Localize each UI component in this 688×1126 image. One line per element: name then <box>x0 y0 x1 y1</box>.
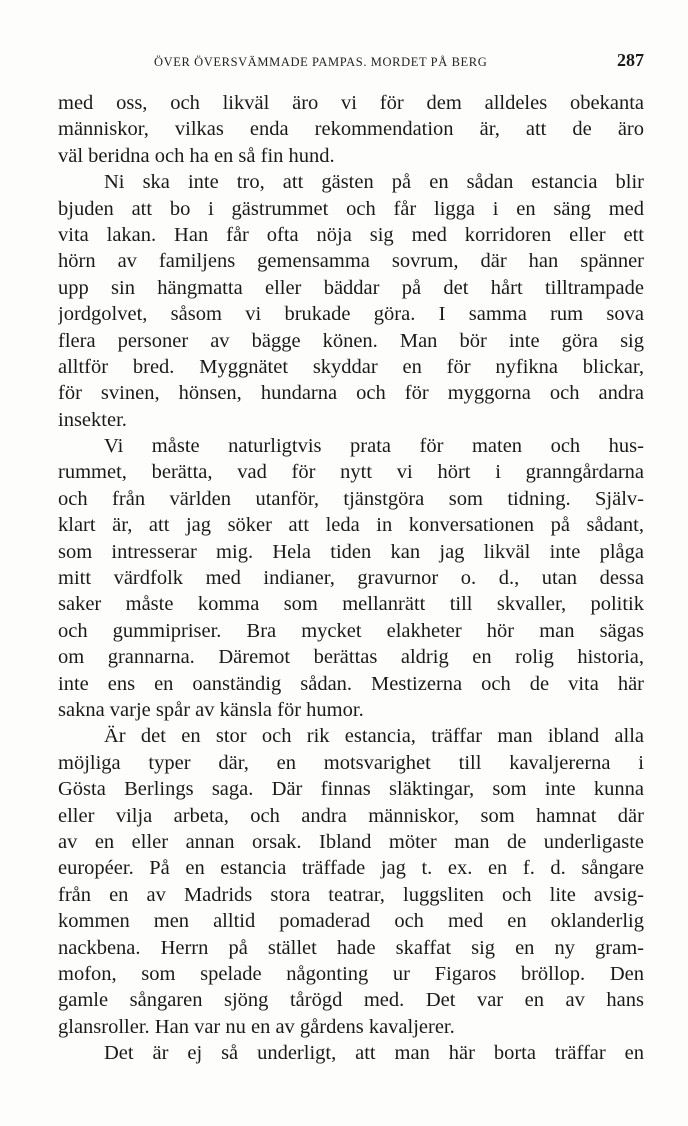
text-line: hörn av familjens gemensamma sovrum, där han spänner <box>58 250 644 273</box>
text-line: av en eller annan orsak. Ibland möter man de underligaste <box>58 830 644 853</box>
text-line: och från världen utanför, tjänstgöra som tidning. Själv- <box>58 487 644 510</box>
text-line: glansroller. Han var nu en av gårdens kavaljerer. <box>58 1015 455 1038</box>
text-line: om grannarna. Däremot berättas aldrig en rolig historia, <box>58 646 644 669</box>
text-line: flera personer av bägge könen. Man bör inte göra sig <box>58 329 644 352</box>
text-line: nackbena. Herrn på stället hade skaffat sig en ny gram- <box>58 936 644 959</box>
text-line: alltför bred. Myggnätet skyddar en för nyfikna blickar, <box>58 355 644 378</box>
text-line: inte ens en oanständig sådan. Mestizerna och de vita här <box>58 672 644 695</box>
text-line: väl beridna och ha en så fin hund. <box>58 144 335 167</box>
text-line: kommen men alltid pomaderad och med en oklanderlig <box>58 910 644 933</box>
text-line: sakna varje spår av känsla för humor. <box>58 698 364 721</box>
text-line: för svinen, hönsen, hundarna och för myggorna och andra <box>58 382 644 405</box>
text-line: gamle sångaren sjöng tårögd med. Det var en av hans <box>58 989 644 1012</box>
text-line: jordgolvet, såsom vi brukade göra. I samma rum sova <box>58 303 644 326</box>
text-line: mitt värdfolk med indianer, gravurnor o. d., utan dessa <box>58 567 644 590</box>
page-number: 287 <box>617 50 644 70</box>
text-line: från en av Madrids stora teatrar, luggsliten och lite avsig- <box>58 883 644 906</box>
text-line: upp sin hängmatta eller bäddar på det hårt tilltrampade <box>58 276 644 299</box>
text-line: mofon, som spelade någonting ur Figaros bröllop. Den <box>58 962 644 985</box>
paragraph-start: Det är ej så underligt, att man här borta träffar en <box>104 1042 644 1065</box>
text-line: med oss, och likväl äro vi för dem alldeles obekanta <box>58 92 644 114</box>
text-line: bjuden att bo i gästrummet och får ligga i en säng med <box>58 197 644 220</box>
paragraph-start: Är det en stor och rik estancia, träffar man ibland alla <box>104 725 644 748</box>
text-line: européer. På en estancia träffade jag t. ex. en f. d. sångare <box>58 857 644 880</box>
paragraph-start: Ni ska inte tro, att gästen på en sådan estancia blir <box>104 171 644 194</box>
text-line: klart är, att jag söker att leda in konversationen på sådant, <box>58 514 644 537</box>
text-line: människor, vilkas enda rekommendation är, att de äro <box>58 118 644 141</box>
running-header <box>58 50 644 74</box>
paragraph-start: Vi måste naturligtvis prata för maten och hus- <box>104 435 644 458</box>
text-line: insekter. <box>58 408 127 431</box>
text-line: rummet, berätta, vad för nytt vi hört i granngårdarna <box>58 461 644 484</box>
running-title: ÖVER ÖVERSVÄMMADE PAMPAS. MORDET PÅ BERG <box>154 55 488 69</box>
text-line: möjliga typer där, en motsvarighet till kavaljererna i <box>58 751 644 774</box>
text-line: och gummipriser. Bra mycket elakheter hör man sägas <box>58 619 644 642</box>
text-line: eller vilja arbeta, och andra människor, som hamnat där <box>58 804 644 827</box>
body-text <box>58 90 644 1066</box>
text-line: saker måste komma som mellanrätt till skvaller, politik <box>58 593 644 616</box>
text-line: vita lakan. Han får ofta nöja sig med korridoren eller ett <box>58 223 644 246</box>
text-line: Gösta Berlings saga. Där finnas släktingar, som inte kunna <box>58 778 644 801</box>
text-line: som intresserar mig. Hela tiden kan jag likväl inte plåga <box>58 540 644 563</box>
